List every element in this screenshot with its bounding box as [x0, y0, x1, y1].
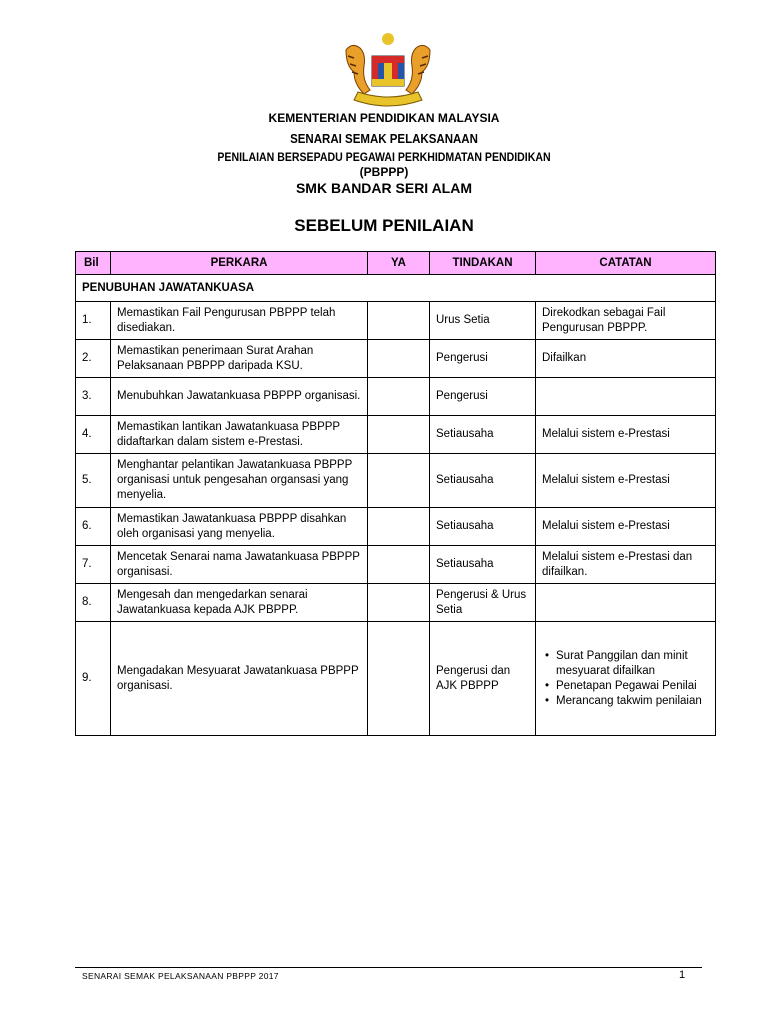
catatan-bullet-list	[542, 649, 709, 709]
table-row	[76, 622, 716, 736]
row-perkara: Menghantar pelantikan Jawatankuasa PBPPP organisasi untuk pengesahan organsasi yang menyelia.	[111, 454, 368, 508]
table-row	[76, 340, 716, 378]
section-label: PENUBUHAN JAWATANKUASA	[76, 275, 716, 302]
table-row	[76, 584, 716, 622]
row-tindakan: Pengerusi & Urus Setia	[430, 584, 536, 622]
row-ya-cell[interactable]	[368, 546, 430, 584]
ministry-name: KEMENTERIAN PENDIDIKAN MALAYSIA	[268, 111, 500, 125]
row-ya-cell[interactable]	[368, 302, 430, 340]
row-perkara: Memastikan Fail Pengurusan PBPPP telah disediakan.	[111, 302, 368, 340]
row-ya-cell[interactable]	[368, 508, 430, 546]
table-row	[76, 454, 716, 508]
row-number: 3.	[76, 378, 111, 416]
row-catatan	[536, 584, 716, 622]
row-ya-cell[interactable]	[368, 454, 430, 508]
malaysia-coat-of-arms-icon	[336, 30, 440, 108]
footer-divider	[75, 967, 702, 968]
row-number: 8.	[76, 584, 111, 622]
table-row	[76, 416, 716, 454]
row-tindakan: Urus Setia	[430, 302, 536, 340]
column-header-catatan: CATATAN	[536, 252, 716, 275]
list-item: • Surat Panggilan dan minit mesyuarat difailkan	[556, 649, 709, 679]
row-tindakan: Pengerusi	[430, 340, 536, 378]
row-catatan: Melalui sistem e-Prestasi	[536, 508, 716, 546]
row-perkara: Memastikan Jawatankuasa PBPPP disahkan oleh organisasi yang menyelia.	[111, 508, 368, 546]
column-header-bil: Bil	[76, 252, 111, 275]
row-catatan: Melalui sistem e-Prestasi dan difailkan.	[536, 546, 716, 584]
row-ya-cell[interactable]	[368, 622, 430, 736]
document-subtitle: PENILAIAN BERSEPADU PEGAWAI PERKHIDMATAN PENDIDIKAN	[217, 150, 551, 164]
row-catatan: Melalui sistem e-Prestasi	[536, 454, 716, 508]
row-number: 6.	[76, 508, 111, 546]
row-tindakan: Setiausaha	[430, 508, 536, 546]
row-tindakan: Pengerusi dan AJK PBPPP	[430, 622, 536, 736]
footer-document-name: SENARAI SEMAK PELAKSANAAN PBPPP 2017	[82, 971, 279, 981]
row-perkara: Menubuhkan Jawatankuasa PBPPP organisasi.	[111, 378, 368, 416]
row-perkara: Memastikan penerimaan Surat Arahan Pelaksanaan PBPPP daripada KSU.	[111, 340, 368, 378]
row-catatan: Direkodkan sebagai Fail Pengurusan PBPPP.	[536, 302, 716, 340]
list-item: • Merancang takwim penilaian	[556, 694, 709, 709]
section-title: SEBELUM PENILAIAN	[294, 216, 474, 235]
row-catatan	[536, 622, 716, 736]
table-row	[76, 508, 716, 546]
row-ya-cell[interactable]	[368, 340, 430, 378]
row-number: 5.	[76, 454, 111, 508]
row-tindakan: Setiausaha	[430, 416, 536, 454]
column-header-perkara: PERKARA	[111, 252, 368, 275]
table-header-row	[76, 252, 716, 275]
row-number: 7.	[76, 546, 111, 584]
table-row	[76, 378, 716, 416]
row-perkara: Mengesah dan mengedarkan senarai Jawatankuasa kepada AJK PBPPP.	[111, 584, 368, 622]
row-tindakan: Setiausaha	[430, 546, 536, 584]
row-perkara: Mengadakan Mesyuarat Jawatankuasa PBPPP organisasi.	[111, 622, 368, 736]
table-row	[76, 546, 716, 584]
list-item: • Penetapan Pegawai Penilai	[556, 679, 709, 694]
row-tindakan: Pengerusi	[430, 378, 536, 416]
row-number: 1.	[76, 302, 111, 340]
row-perkara: Memastikan lantikan Jawatankuasa PBPPP didaftarkan dalam sistem e-Prestasi.	[111, 416, 368, 454]
row-tindakan: Setiausaha	[430, 454, 536, 508]
document-title: SENARAI SEMAK PELAKSANAAN	[290, 132, 478, 146]
row-number: 9.	[76, 622, 111, 736]
row-ya-cell[interactable]	[368, 584, 430, 622]
row-number: 4.	[76, 416, 111, 454]
document-abbreviation: (PBPPP)	[359, 165, 409, 179]
section-row	[76, 275, 716, 302]
row-perkara: Mencetak Senarai nama Jawatankuasa PBPPP organisasi.	[111, 546, 368, 584]
table-row	[76, 302, 716, 340]
checklist-table	[75, 251, 716, 736]
row-number: 2.	[76, 340, 111, 378]
column-header-tindakan: TINDAKAN	[430, 252, 536, 275]
row-ya-cell[interactable]	[368, 416, 430, 454]
page-number: 1	[679, 969, 686, 981]
row-catatan: Melalui sistem e-Prestasi	[536, 416, 716, 454]
row-catatan: Difailkan	[536, 340, 716, 378]
row-catatan	[536, 378, 716, 416]
school-name: SMK BANDAR SERI ALAM	[295, 180, 473, 196]
row-ya-cell[interactable]	[368, 378, 430, 416]
column-header-ya: YA	[368, 252, 430, 275]
